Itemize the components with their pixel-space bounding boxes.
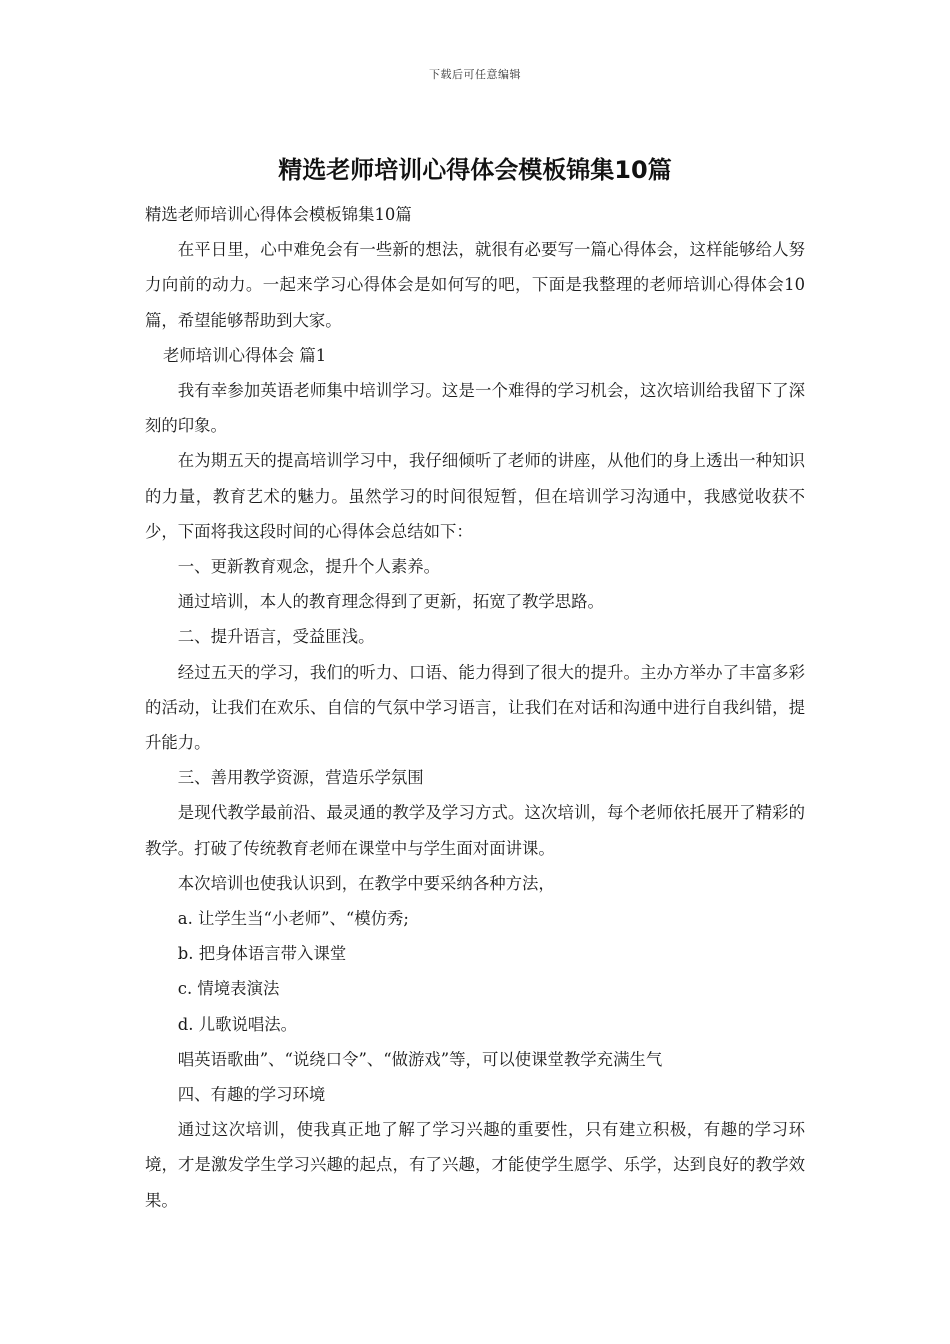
paragraph: 经过五天的学习，我们的听力、口语、能力得到了很大的提升。主办方举办了丰富多彩的活动，让我们在欢乐、自信的气氛中学习语言，让我们在对话和沟通中进行自我纠错，提升能力。 bbox=[145, 662, 805, 753]
paragraph: d. 儿歌说唱法。 bbox=[177, 1014, 298, 1034]
document-body bbox=[145, 197, 805, 1218]
paragraph: c. 情境表演法 bbox=[177, 979, 280, 999]
paragraph: b. 把身体语言带入课堂 bbox=[177, 944, 347, 964]
paragraph: 是现代教学最前沿、最灵通的教学及学习方式。这次培训，每个老师依托展开了精彩的教学。打破了传统教育老师在课堂中与学生面对面讲课。 bbox=[145, 803, 805, 858]
paragraph: 在为期五天的提高培训学习中，我仔细倾听了老师的讲座，从他们的身上透出一种知识的力量，教育艺术的魅力。虽然学习的时间很短暂，但在培训学习沟通中，我感觉收获不少，下面将我这段时间的心得体会总结如下： bbox=[145, 451, 805, 541]
document-title: 精选老师培训心得体会模板锦集10篇 bbox=[278, 156, 672, 184]
paragraph-list bbox=[145, 232, 805, 1218]
paragraph: 本次培训也使我认识到，在教学中要采纳各种方法， bbox=[177, 873, 555, 893]
section-heading: 老师培训心得体会 篇1 bbox=[163, 345, 327, 365]
paragraph: a. 让学生当“小老师”、“模仿秀; bbox=[177, 909, 409, 929]
paragraph: 一、更新教育观念，提升个人素养。 bbox=[177, 557, 441, 577]
paragraph: 在平日里，心中难免会有一些新的想法，就很有必要写一篇心得体会，这样能够给人努力向前的动力。一起来学习心得体会是如何写的吧，下面是我整理的老师培训心得体会10篇，希望能够帮助到大家。 bbox=[145, 240, 805, 330]
paragraph: 我有幸参加英语老师集中培训学习。这是一个难得的学习机会，这次培训给我留下了深刻的印象。 bbox=[145, 381, 805, 436]
paragraph: 唱英语歌曲”、“说绕口令”、“做游戏”等，可以使课堂教学充满生气 bbox=[177, 1049, 663, 1069]
paragraph: 通过培训，本人的教育理念得到了更新，拓宽了教学思路。 bbox=[177, 592, 604, 612]
document-subtitle: 精选老师培训心得体会模板锦集10篇 bbox=[145, 205, 412, 224]
paragraph: 三、善用教学资源，营造乐学氛围 bbox=[177, 768, 424, 788]
paragraph: 四、有趣的学习环境 bbox=[177, 1085, 326, 1105]
paragraph: 二、提升语言，受益匪浅。 bbox=[177, 627, 375, 647]
paragraph: 通过这次培训，使我真正地了解了学习兴趣的重要性，只有建立积极，有趣的学习环境，才是激发学生学习兴趣的起点，有了兴趣，才能使学生愿学、乐学，达到良好的教学效果。 bbox=[145, 1120, 805, 1210]
header-note: 下载后可任意编辑 bbox=[429, 68, 521, 81]
